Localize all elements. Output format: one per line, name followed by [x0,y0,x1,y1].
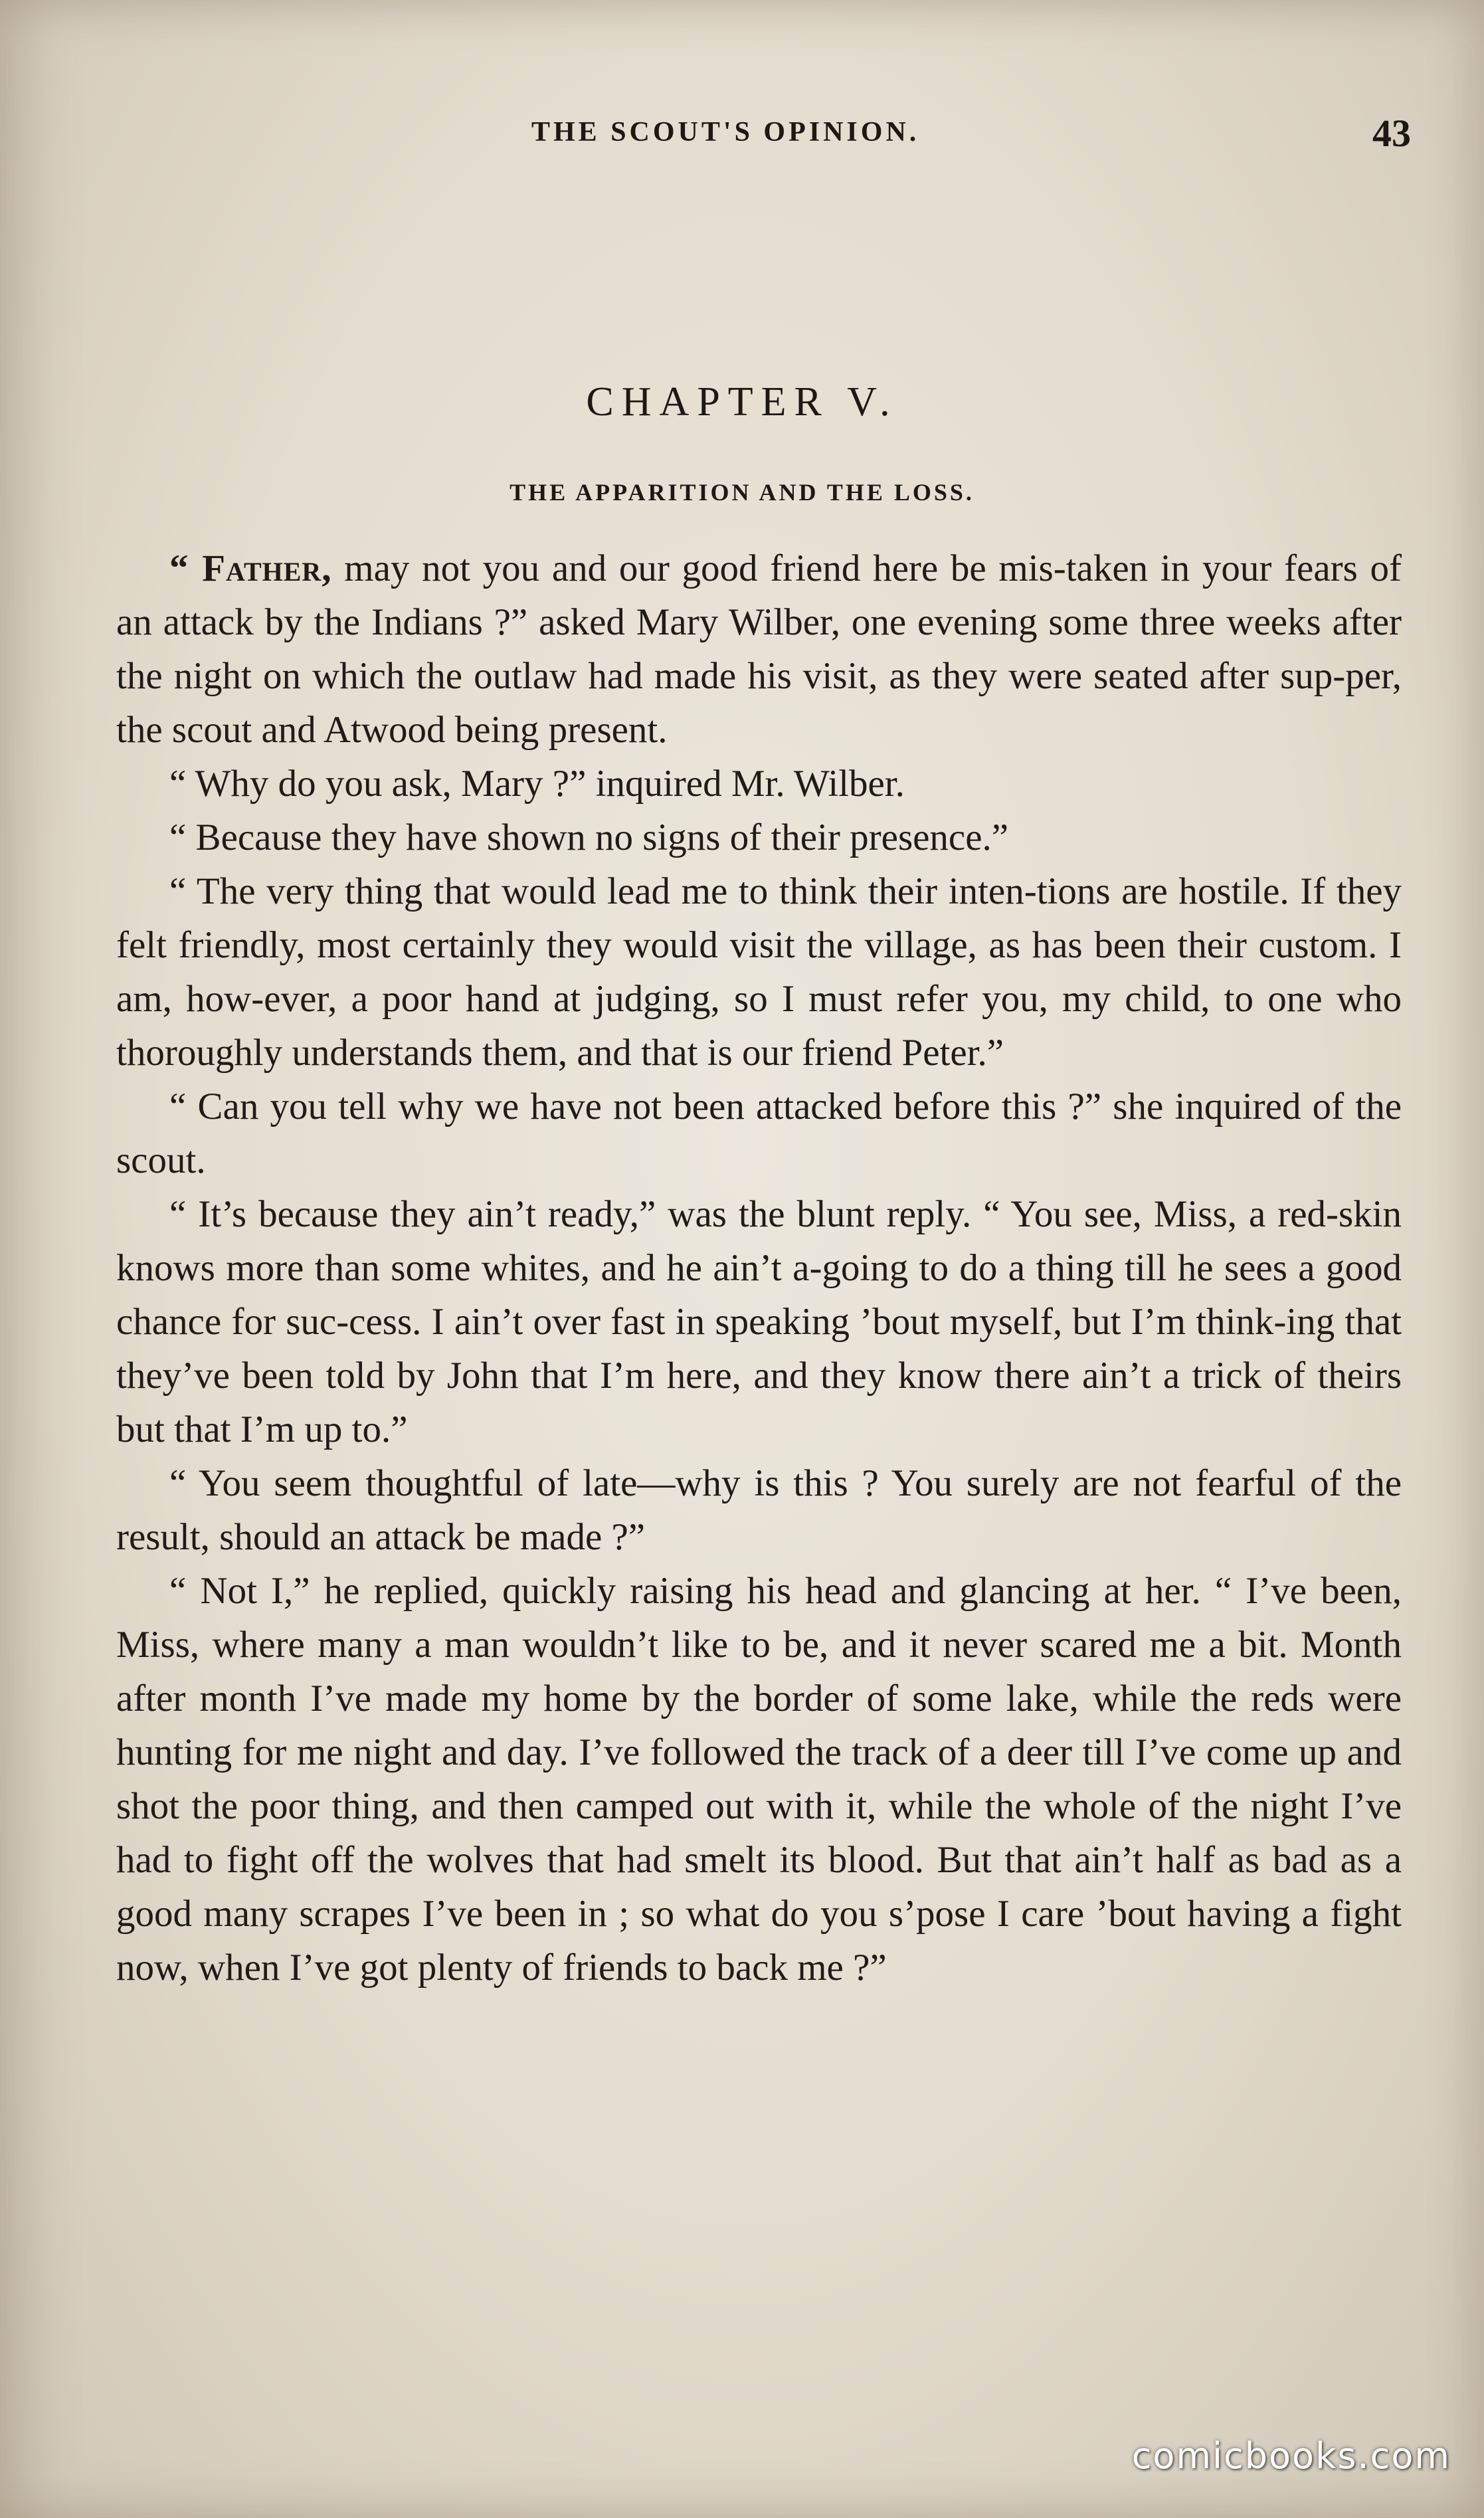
paragraph: “ It’s because they ain’t ready,” was the blunt reply. “ You see, Miss, a red-skin knows more than some whites, and he ain’t a-going to do a thing till he sees a good chance for suc-cess. I ain’t over fast in speaking ’bout myself, but I’m think-ing that they’ve been told by John that I’m here, and they know there ain’t a trick of theirs but that I’m up to.” [116,1193,1402,1450]
paragraph [116,541,1402,757]
body-text [116,541,1402,1994]
paragraph: “ Because they have shown no signs of their presence.” [169,817,1009,858]
chapter-title: CHAPTER V. [586,379,898,425]
watermark-text: comicbooks.com [1131,2435,1451,2477]
paragraph: “ Can you tell why we have not been attacked before this ?” she inquired of the scout. [116,1086,1402,1181]
paragraph-text: may not you and our good friend here be mis-taken in your fears of an attack by the Indians ?” asked Mary Wilber, one evening some three weeks after the night on which the outlaw had made his visit, as they were seated after sup-per, the scout and Atwood being present. [116,547,1402,751]
paragraph: “ You seem thoughtful of late—why is this ? You surely are not fearful of the result, should an attack be made ?” [116,1462,1402,1558]
running-head [0,112,1484,169]
page-number: 43 [1372,112,1411,155]
paragraph: “ The very thing that would lead me to think their inten-tions are hostile. If they felt friendly, most certainly they would visit the village, as has been their custom. I am, how-ever, a poor hand at judging, so I must refer you, my child, to one who thoroughly understands them, and that is our friend Peter.” [116,870,1402,1074]
paragraph-lead: “ Father, [169,547,332,589]
chapter-subtitle: THE APPARITION AND THE LOSS. [510,479,974,506]
paragraph: “ Not I,” he replied, quickly raising his head and glancing at her. “ I’ve been, Miss, where many a man wouldn’t like to be, and it never scared me a bit. Month after month I’ve made my home by the border of some lake, while the reds were hunting for me night and day. I’ve followed the track of a deer till I’ve come up and shot the poor thing, and then camped out with it, while the whole of the night I’ve had to fight off the wolves that had smelt its blood. But that ain’t half as bad as a good many scrapes I’ve been in ; so what do you s’pose I care ’bout having a fight now, when I’ve got plenty of friends to back me ?” [116,1570,1402,1988]
paragraph: “ Why do you ask, Mary ?” inquired Mr. Wilber. [169,763,905,805]
running-title: THE SCOUT'S OPINION. [531,117,920,147]
